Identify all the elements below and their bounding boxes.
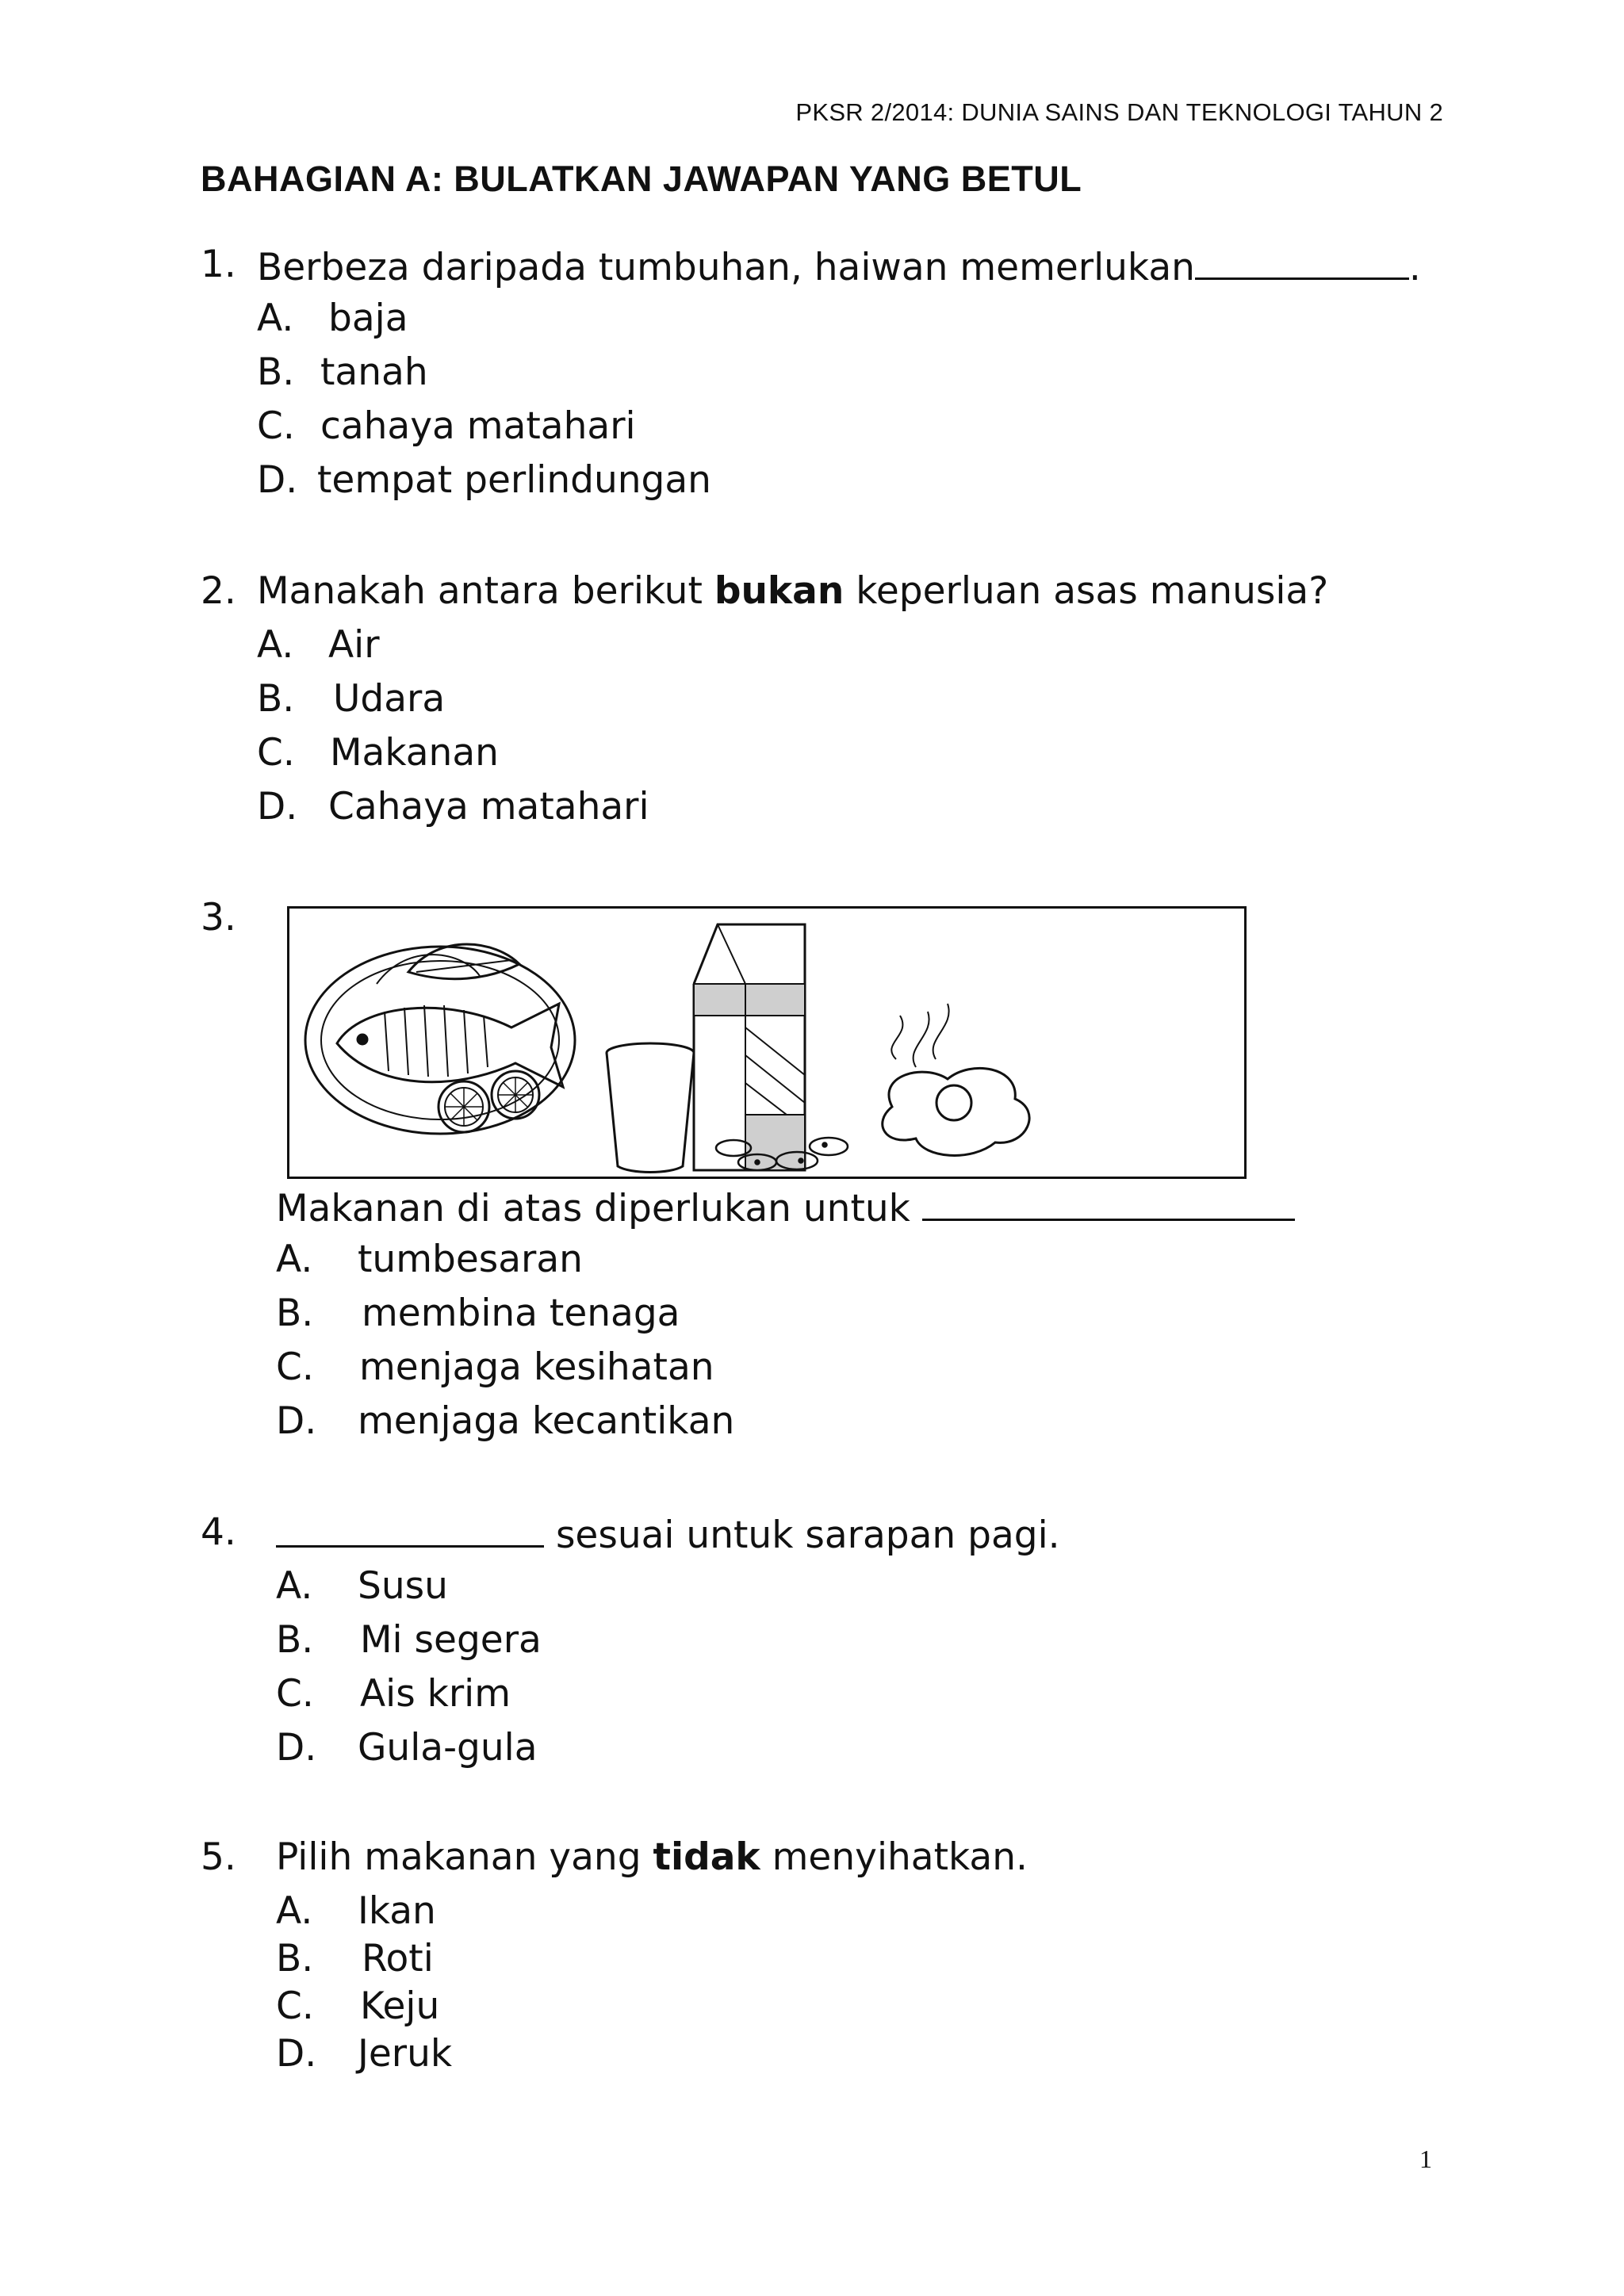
option-text: Air (328, 623, 380, 667)
question-4-option-d[interactable] (276, 1726, 538, 1770)
question-3-option-c[interactable] (276, 1345, 714, 1389)
question-1-number: 1. (201, 243, 236, 286)
question-4-text (276, 1513, 1060, 1557)
option-text: baja (328, 297, 408, 340)
option-text: Cahaya matahari (328, 785, 649, 828)
question-3-number: 3. (201, 896, 236, 939)
option-letter: C. (276, 1345, 314, 1389)
option-letter: B. (257, 677, 295, 721)
question-2-option-d[interactable] (257, 785, 649, 828)
question-1-end: . (1408, 246, 1421, 289)
glass-icon (607, 1043, 694, 1173)
option-letter: B. (276, 1618, 314, 1662)
option-text: Ais krim (360, 1672, 511, 1716)
option-letter: B. (276, 1292, 314, 1335)
question-2-text (257, 569, 1329, 613)
question-4-option-c[interactable] (276, 1672, 511, 1716)
question-2-option-c[interactable] (257, 731, 499, 775)
option-text: tempat perlindungan (317, 458, 711, 502)
option-text: Gula-gula (358, 1726, 538, 1770)
answer-blank (1195, 246, 1409, 280)
question-5-end: menyihatkan. (760, 1835, 1028, 1879)
page-number: 1 (1419, 2145, 1432, 2173)
question-3-text (276, 1187, 1295, 1230)
option-letter: D. (257, 785, 298, 828)
food-illustration (287, 906, 1247, 1179)
option-letter: A. (276, 1564, 313, 1608)
option-text: Mi segera (360, 1618, 542, 1662)
question-1-option-b[interactable] (257, 350, 428, 394)
question-3-option-d[interactable] (276, 1399, 735, 1443)
option-letter: C. (257, 731, 295, 775)
option-text: Udara (333, 677, 446, 721)
option-letter: B. (276, 1937, 314, 1980)
option-text: cahaya matahari (320, 404, 636, 448)
question-5-option-a[interactable] (276, 1889, 436, 1933)
question-3-stem: Makanan di atas diperlukan untuk (276, 1187, 922, 1230)
question-2-option-b[interactable] (257, 677, 446, 721)
option-letter: C. (276, 1672, 314, 1716)
option-letter: A. (257, 623, 294, 667)
option-letter: D. (257, 458, 298, 502)
question-5-stem: Pilih makanan yang (276, 1835, 653, 1879)
question-3-option-a[interactable] (276, 1238, 583, 1281)
question-5-emphasis: tidak (653, 1835, 760, 1879)
option-text: Roti (362, 1937, 434, 1980)
question-1-option-d[interactable] (257, 458, 711, 502)
question-2-emphasis: bukan (714, 569, 845, 613)
question-3-option-b[interactable] (276, 1292, 680, 1335)
option-text: tumbesaran (358, 1238, 583, 1281)
page-header: PKSR 2/2014: DUNIA SAINS DAN TEKNOLOGI TAHUN 2 (795, 98, 1443, 126)
food-illustration-svg (289, 909, 1244, 1177)
question-5-text (276, 1835, 1028, 1879)
fried-egg-icon (883, 1004, 1029, 1155)
option-text: Susu (358, 1564, 448, 1608)
milk-carton-icon (694, 924, 805, 1170)
option-text: Jeruk (358, 2032, 453, 2076)
question-1-option-c[interactable] (257, 404, 636, 448)
question-1-option-a[interactable] (257, 297, 408, 340)
question-4-option-a[interactable] (276, 1564, 448, 1608)
option-letter: A. (276, 1889, 313, 1933)
option-text: membina tenaga (362, 1292, 680, 1335)
question-5-number: 5. (201, 1835, 236, 1879)
question-5-option-d[interactable] (276, 2032, 453, 2076)
question-4-option-b[interactable] (276, 1618, 542, 1662)
option-letter: D. (276, 1399, 317, 1443)
option-text: Keju (360, 1984, 440, 2028)
question-2-end: keperluan asas manusia? (844, 569, 1329, 613)
question-2-number: 2. (201, 569, 236, 613)
option-letter: D. (276, 1726, 317, 1770)
option-text: Makanan (330, 731, 499, 775)
question-5-option-c[interactable] (276, 1984, 440, 2028)
option-letter: C. (257, 404, 295, 448)
option-letter: B. (257, 350, 295, 394)
fish-plate-icon (305, 944, 575, 1134)
question-2-stem: Manakah antara berikut (257, 569, 714, 613)
question-5-option-b[interactable] (276, 1937, 434, 1980)
question-1-stem: Berbeza daripada tumbuhan, haiwan memerlukan (257, 246, 1195, 289)
question-4-number: 4. (201, 1510, 236, 1554)
option-text: Ikan (358, 1889, 436, 1933)
option-letter: A. (257, 297, 294, 340)
question-2-option-a[interactable] (257, 623, 380, 667)
option-letter: D. (276, 2032, 317, 2076)
option-text: menjaga kesihatan (359, 1345, 714, 1389)
option-text: tanah (320, 350, 428, 394)
option-letter: A. (276, 1238, 313, 1281)
option-text: menjaga kecantikan (358, 1399, 735, 1443)
section-title: BAHAGIAN A: BULATKAN JAWAPAN YANG BETUL (201, 159, 1082, 199)
answer-blank (276, 1513, 544, 1548)
question-1-text (257, 246, 1421, 289)
question-4-end: sesuai untuk sarapan pagi. (544, 1513, 1060, 1557)
option-letter: C. (276, 1984, 314, 2028)
answer-blank (922, 1187, 1295, 1221)
